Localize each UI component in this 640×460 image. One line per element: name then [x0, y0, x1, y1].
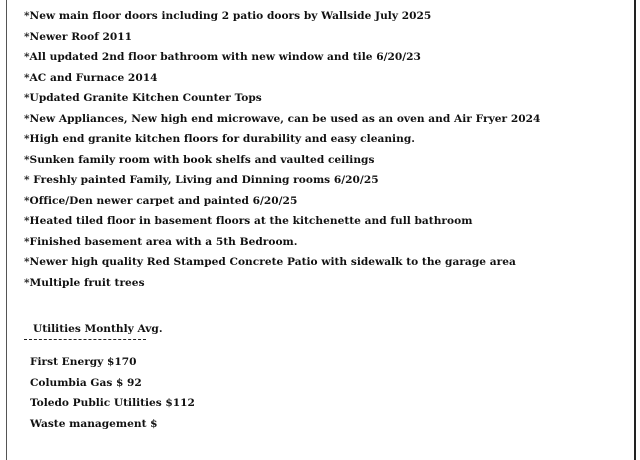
utilities-heading: Utilities Monthly Avg.	[33, 323, 163, 335]
utilities-section	[24, 320, 195, 434]
feature-item: *Sunken family room with book shelfs and vaulted ceilings	[24, 153, 375, 166]
feature-item: *Multiple fruit trees	[24, 276, 145, 289]
feature-item: *AC and Furnace 2014	[24, 71, 158, 84]
feature-item: *Newer Roof 2011	[24, 30, 133, 43]
utility-item: Toledo Public Utilities $112	[30, 397, 195, 409]
features-list	[24, 6, 540, 293]
page-border-right	[634, 0, 636, 460]
utility-item: First Energy $170	[30, 356, 137, 368]
feature-item: *New Appliances, New high end microwave, can be used as an oven and Air Fryer 2024	[24, 112, 541, 125]
feature-item: *Heated tiled floor in basement floors at the kitchenette and full bathroom	[24, 215, 473, 227]
utilities-list	[30, 352, 195, 434]
feature-item: * Freshly painted Family, Living and Dinning rooms 6/20/25	[24, 174, 379, 186]
feature-item: *All updated 2nd floor bathroom with new window and tile 6/20/23	[24, 51, 421, 63]
feature-item: *High end granite kitchen floors for durability and easy cleaning.	[24, 133, 415, 145]
utility-item: Columbia Gas $ 92	[30, 376, 142, 389]
feature-item: *Finished basement area with a 5th Bedroom.	[24, 235, 298, 248]
feature-item: *New main floor doors including 2 patio doors by Wallside July 2025	[24, 10, 432, 22]
utility-item: Waste management $	[30, 417, 158, 430]
page-border-left	[6, 0, 7, 460]
utilities-divider	[24, 339, 146, 340]
feature-item: *Updated Granite Kitchen Counter Tops	[24, 92, 262, 104]
feature-item: *Newer high quality Red Stamped Concrete Patio with sidewalk to the garage area	[24, 256, 516, 268]
feature-item: *Office/Den newer carpet and painted 6/20/25	[24, 194, 298, 207]
